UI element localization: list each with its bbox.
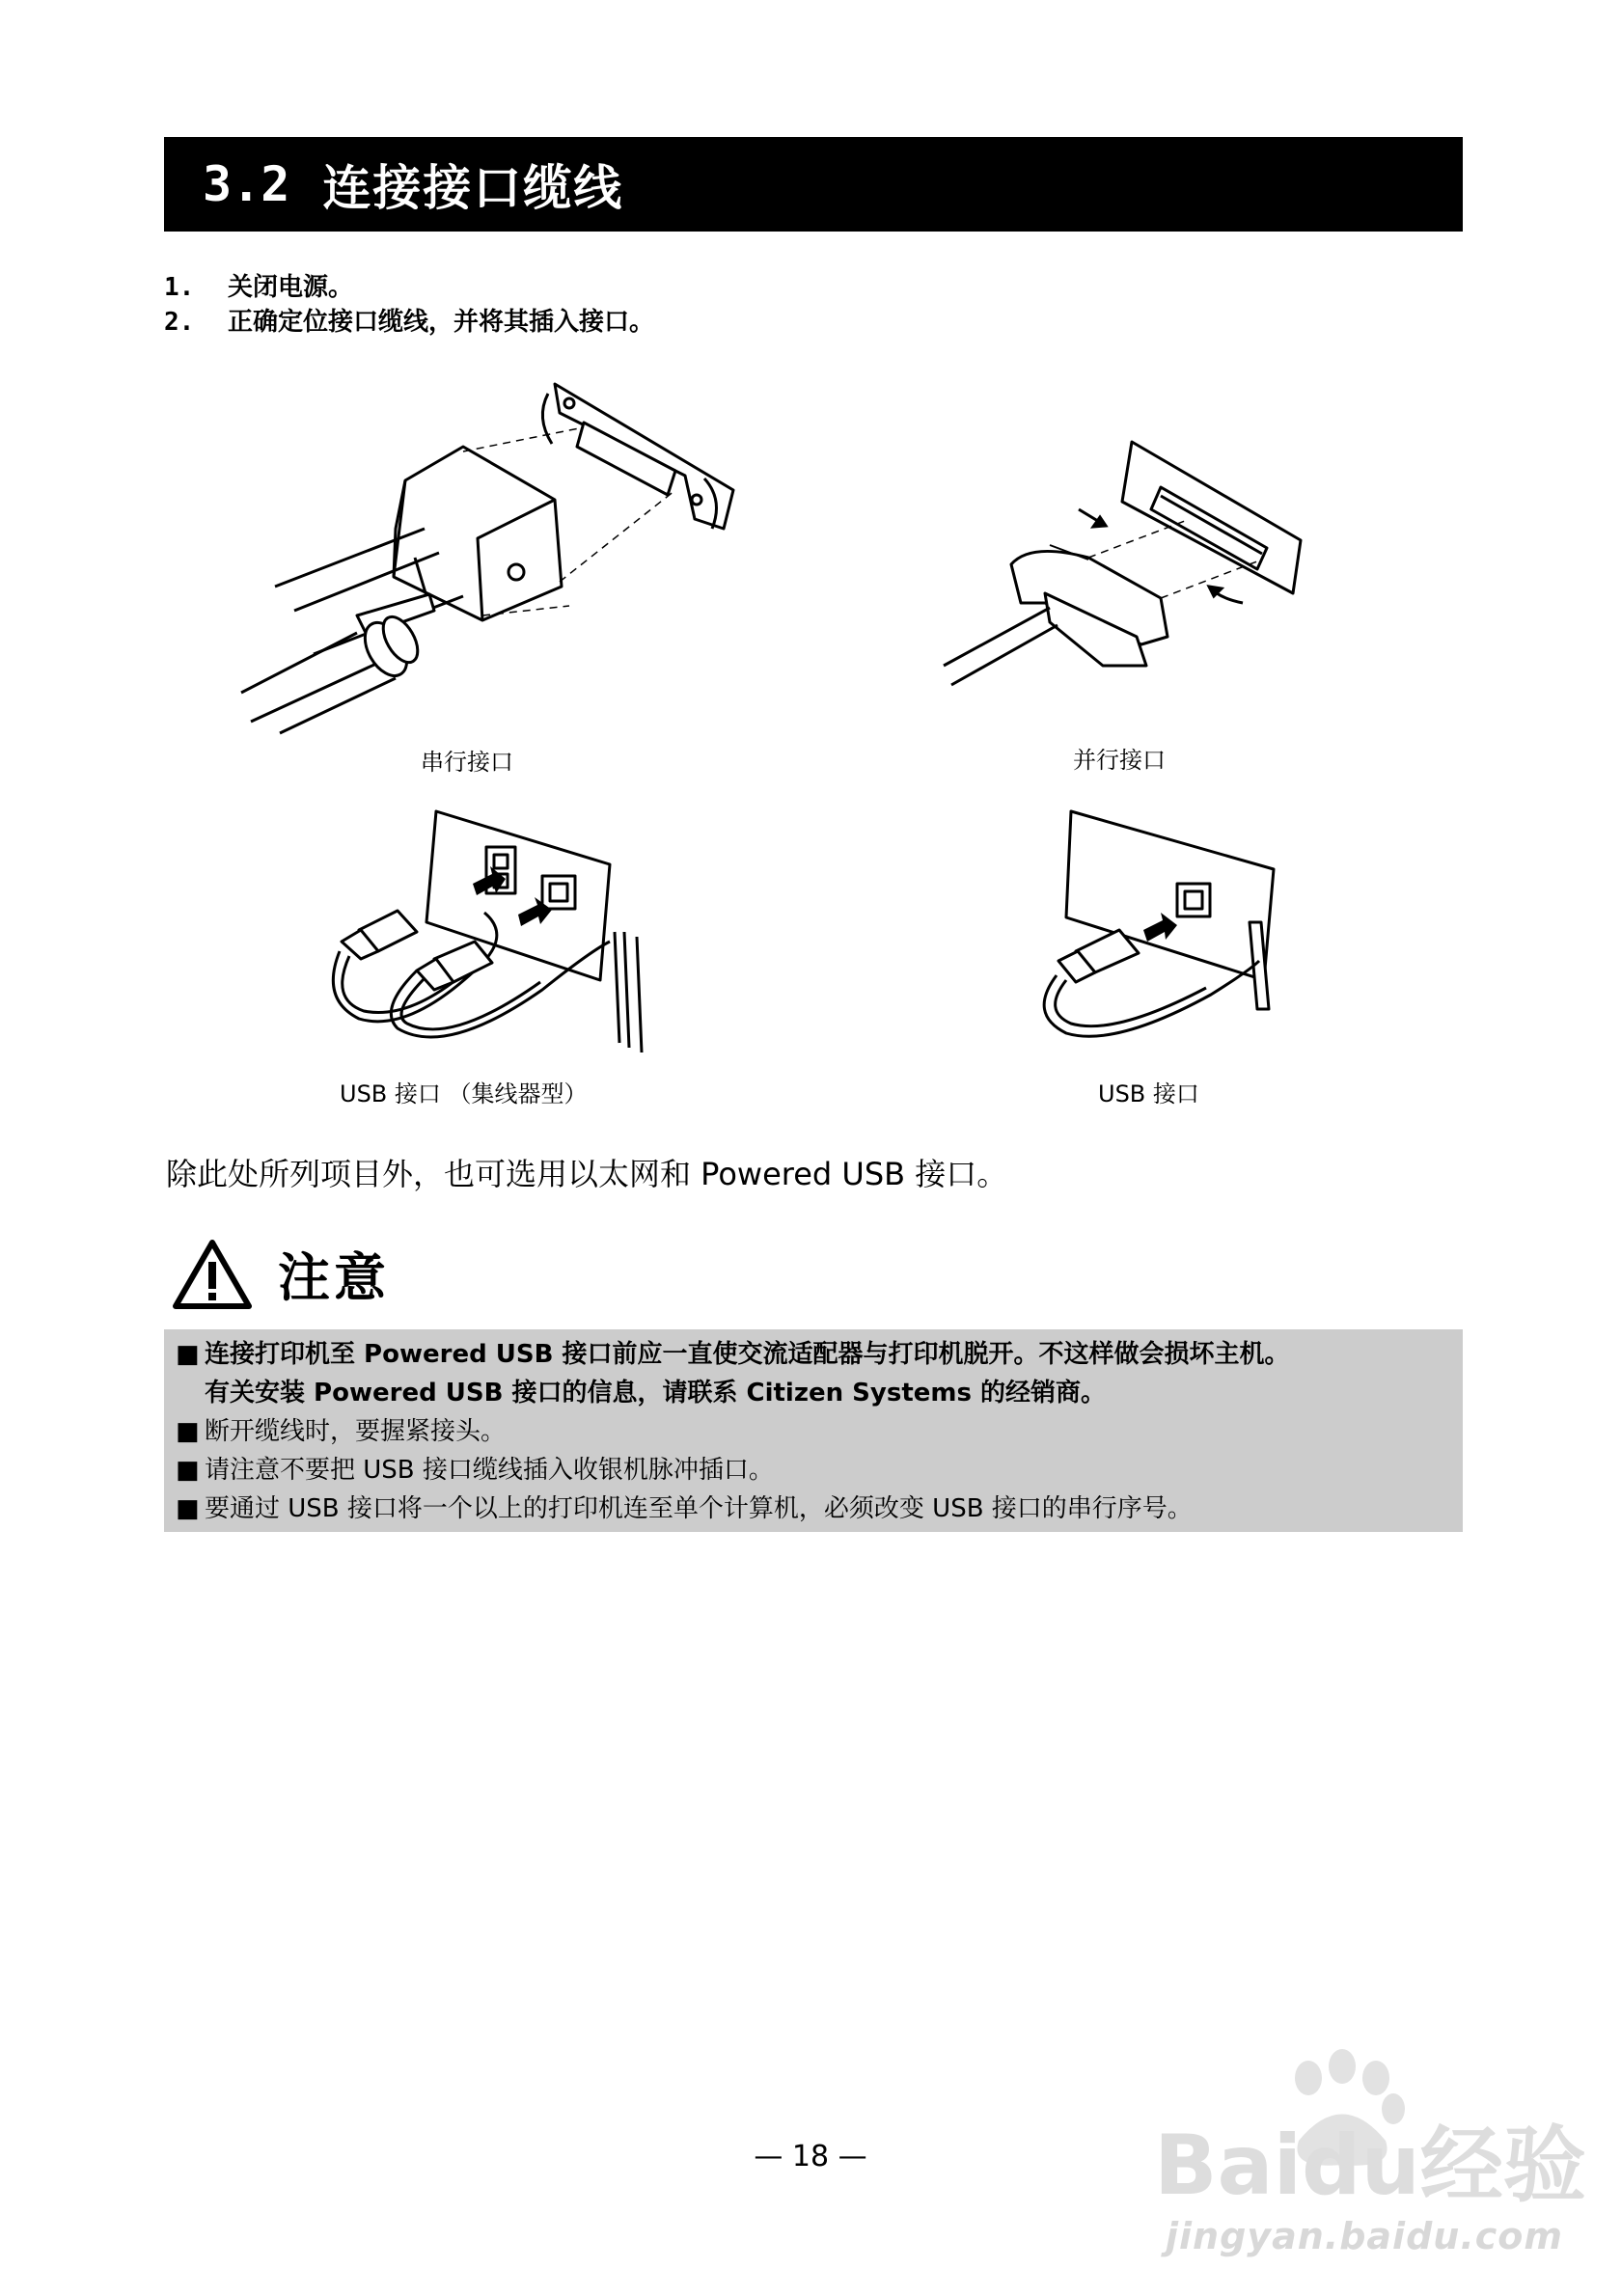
section-title-bar xyxy=(164,137,1463,232)
caution-box xyxy=(164,1329,1463,1532)
baidu-watermark-logo xyxy=(1154,2049,1586,2214)
caution-text: 要通过 USB 接口将一个以上的打印机连至单个计算机，必须改变 USB 接口的串行序号。 xyxy=(205,1494,1193,1523)
caution-text: 连接打印机至 Powered USB 接口前应一直使交流适配器与打印机脱开。不这样做会损坏主机。 xyxy=(205,1340,1290,1369)
usb-caption: USB 接口 xyxy=(1098,1080,1199,1107)
bullet-icon: ■ xyxy=(176,1340,200,1369)
caution-text: 断开缆线时，要握紧接头。 xyxy=(205,1417,507,1446)
watermark-url: jingyan.baidu.com xyxy=(1166,2215,1563,2257)
serial-interface-caption: 串行接口 xyxy=(421,749,513,776)
serial-interface-illustration xyxy=(241,374,743,741)
step-item xyxy=(164,270,654,305)
page-number: — 18 — xyxy=(754,2140,867,2173)
step-number: 2. xyxy=(164,308,195,337)
caution-text-continued: 有关安装 Powered USB 接口的信息，请联系 Citizen Systems 的经销商。 xyxy=(205,1379,1106,1408)
step-number: 1. xyxy=(164,273,195,302)
bullet-icon: ■ xyxy=(176,1456,200,1485)
section-title: 连接接口缆线 xyxy=(322,160,624,216)
caution-header xyxy=(172,1237,390,1311)
watermark-brand: Baidu经验 xyxy=(1154,2118,1586,2214)
step-item xyxy=(164,305,654,340)
usb-hub-illustration xyxy=(320,806,677,1067)
caution-item xyxy=(176,1335,1453,1374)
caution-text: 请注意不要把 USB 接口缆线插入收银机脉冲插口。 xyxy=(205,1456,774,1485)
parallel-interface-illustration xyxy=(944,434,1310,695)
section-number: 3.2 xyxy=(203,156,290,212)
bullet-icon: ■ xyxy=(176,1494,200,1523)
step-text: 正确定位接口缆线，并将其插入接口。 xyxy=(228,308,655,337)
optional-interfaces-note: 除此处所列项目外，也可选用以太网和 Powered USB 接口。 xyxy=(166,1156,1008,1192)
caution-item xyxy=(176,1451,1453,1490)
caution-title: 注意 xyxy=(278,1247,390,1308)
caution-item xyxy=(176,1490,1453,1528)
usb-hub-caption: USB 接口 （集线器型） xyxy=(340,1080,588,1107)
bullet-icon: ■ xyxy=(176,1417,200,1446)
steps-list xyxy=(164,270,654,340)
caution-item xyxy=(176,1412,1453,1451)
warning-triangle-icon xyxy=(172,1239,253,1310)
step-text: 关闭电源。 xyxy=(228,273,354,302)
parallel-interface-caption: 并行接口 xyxy=(1073,747,1166,774)
usb-illustration xyxy=(1018,806,1298,1057)
